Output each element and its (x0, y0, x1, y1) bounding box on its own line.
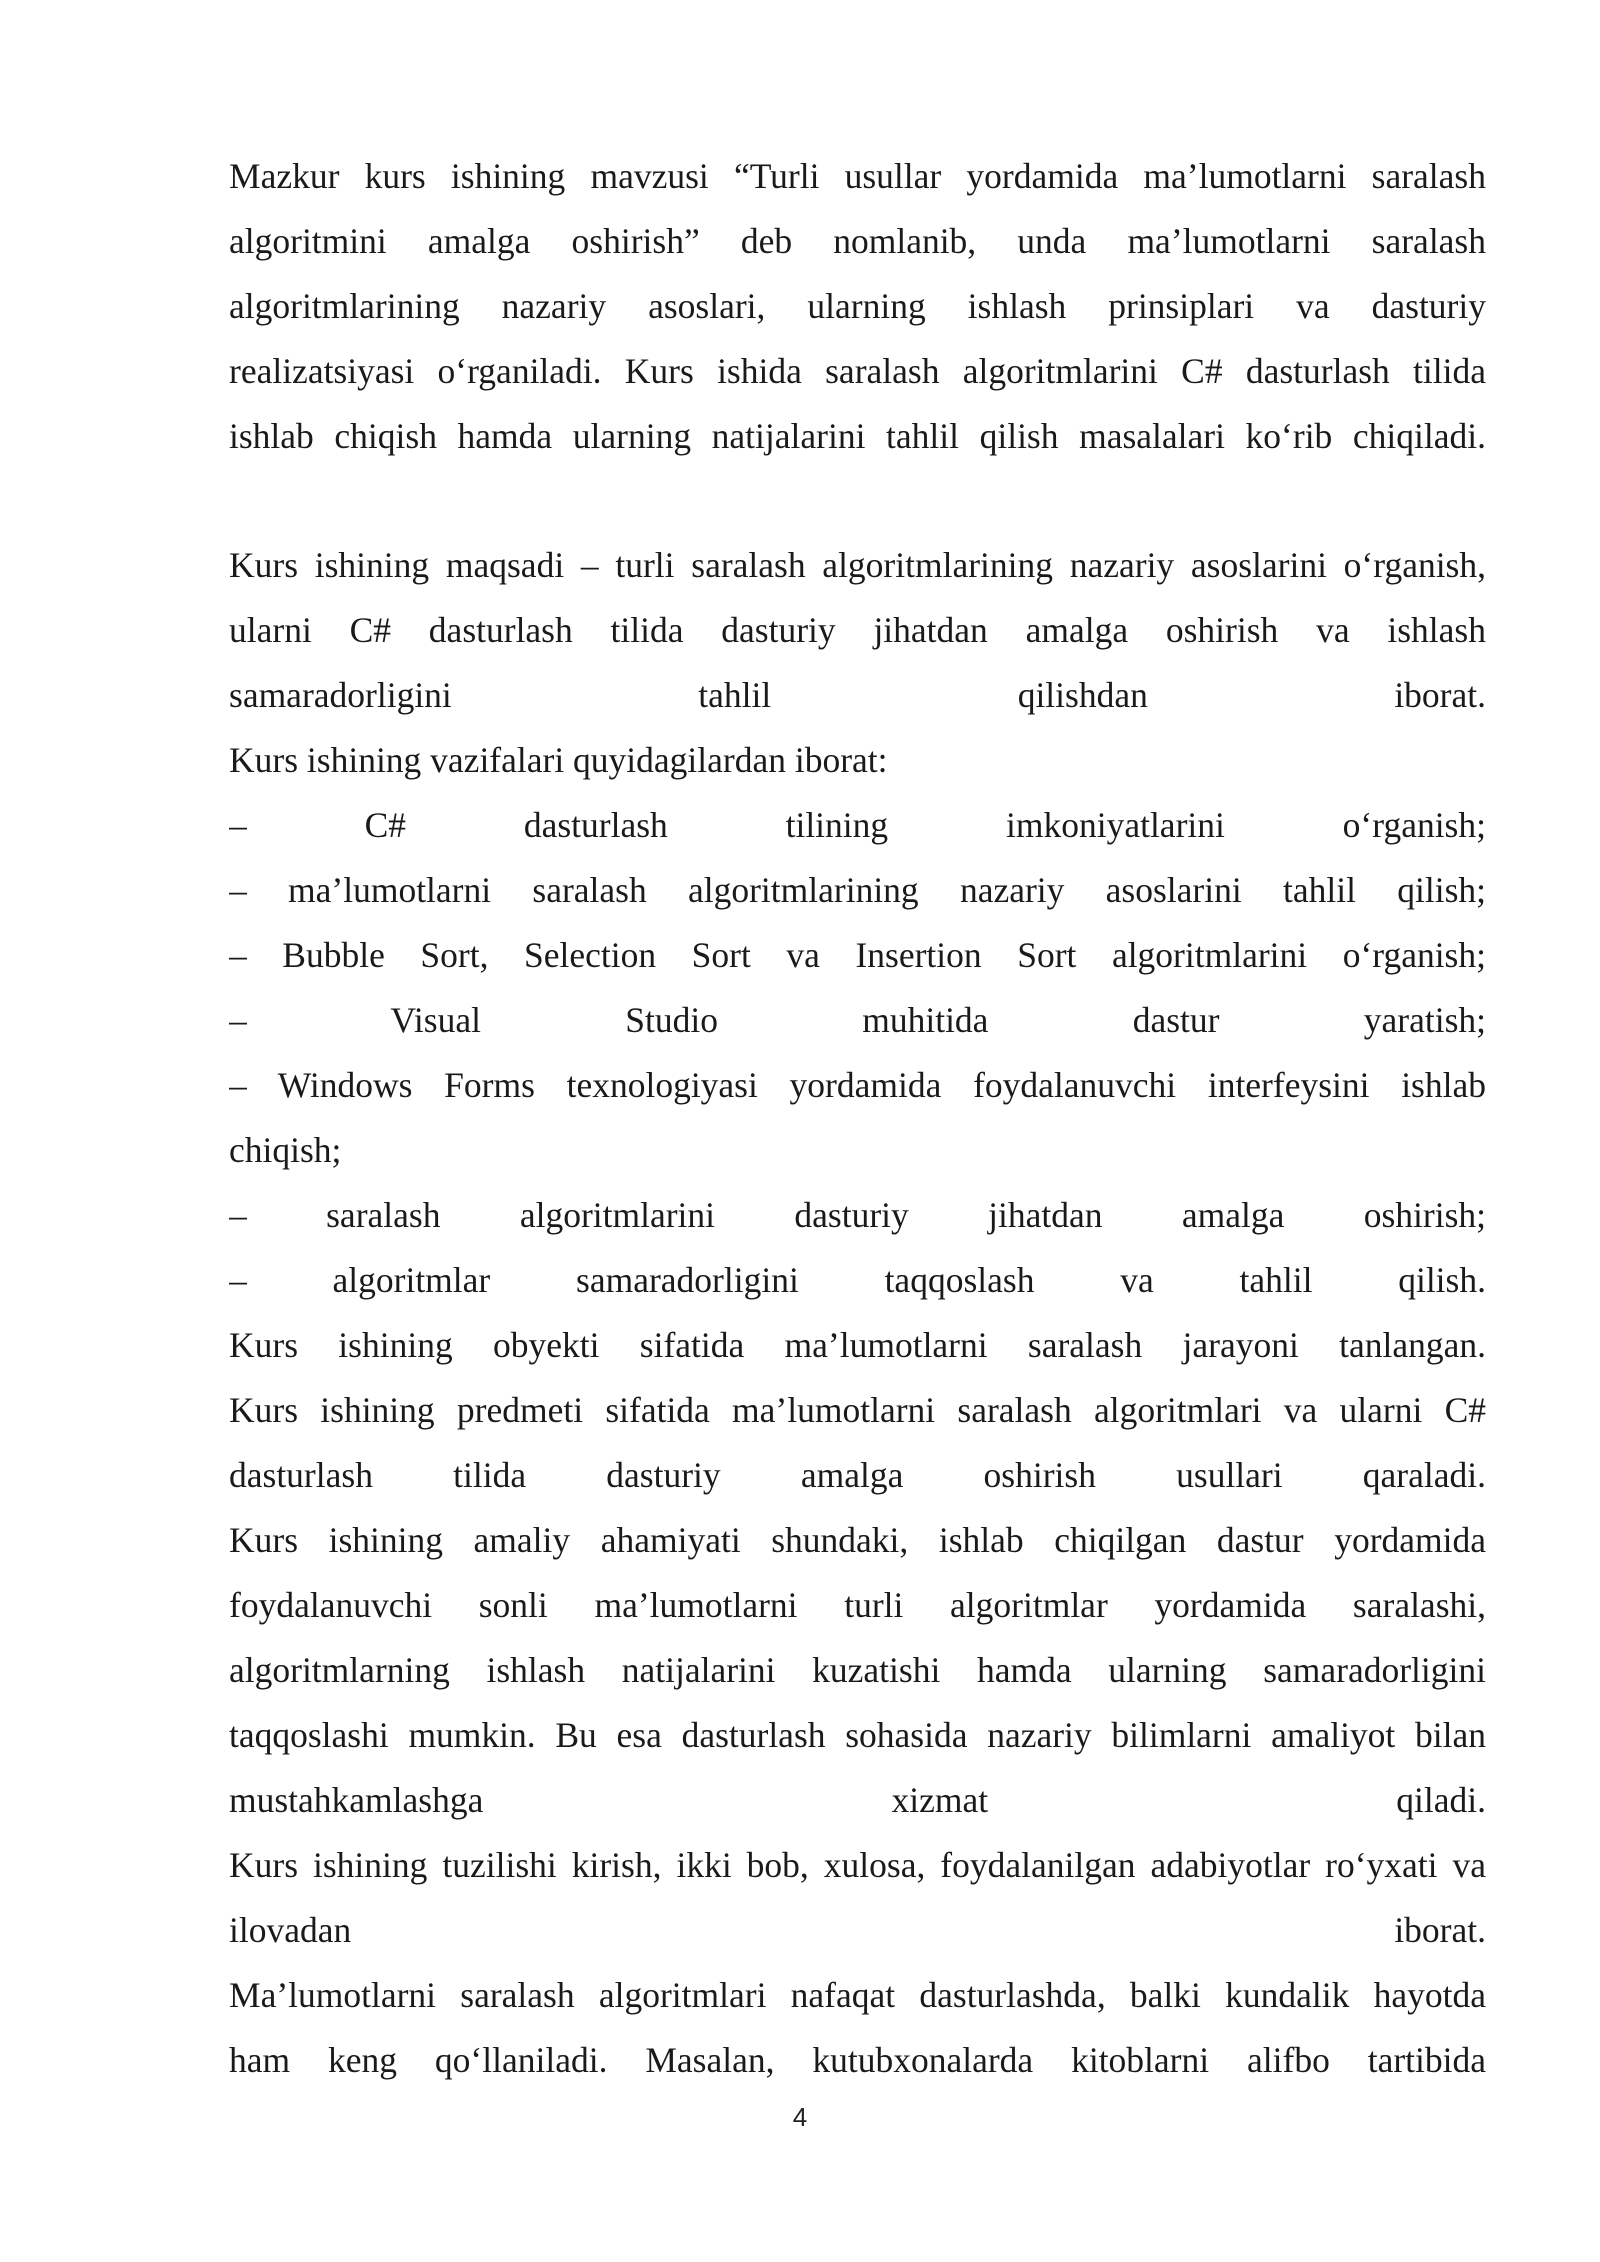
text-line: Mazkur kurs ishining mavzusi “Turli usullar yordamida ma’lumotlarni saralash (229, 156, 1486, 196)
body-text (229, 144, 1486, 2093)
text-line: samaradorligini tahlil qilishdan iborat. (229, 675, 1486, 715)
text-line: – Visual Studio muhitida dastur yaratish; (229, 1000, 1486, 1040)
text-line: ishlab chiqish hamda ularning natijalarini tahlil qilish masalalari koʻrib chiqiladi. (229, 416, 1486, 456)
text-line: taqqoslashi mumkin. Bu esa dasturlash sohasida nazariy bilimlarni amaliyot bilan (229, 1715, 1486, 1755)
text-line: Kurs ishining obyekti sifatida ma’lumotlarni saralash jarayoni tanlangan. (229, 1325, 1486, 1365)
text-line: – C# dasturlash tilining imkoniyatlarini oʻrganish; (229, 805, 1486, 845)
text-line: algoritmlarining nazariy asoslari, ularning ishlash prinsiplari va dasturiy (229, 286, 1486, 326)
text-line: Kurs ishining predmeti sifatida ma’lumotlarni saralash algoritmlari va ularni C# (229, 1390, 1486, 1430)
text-line: mustahkamlashga xizmat qiladi. (229, 1780, 1486, 1820)
text-line: Ma’lumotlarni saralash algoritmlari nafaqat dasturlashda, balki kundalik hayotda (229, 1975, 1486, 2015)
text-line: Kurs ishining amaliy ahamiyati shundaki, ishlab chiqilgan dastur yordamida (229, 1520, 1486, 1560)
text-line: Kurs ishining maqsadi – turli saralash algoritmlarining nazariy asoslarini oʻrganish, (229, 545, 1486, 585)
text-line: chiqish; (229, 1130, 342, 1170)
text-line: ularni C# dasturlash tilida dasturiy jihatdan amalga oshirish va ishlash (229, 610, 1486, 650)
page-number: 4 (792, 2102, 808, 2132)
text-line: – Bubble Sort, Selection Sort va Insertion Sort algoritmlarini oʻrganish; (229, 935, 1486, 975)
paragraph-gap (229, 469, 1486, 533)
text-line: realizatsiyasi oʻrganiladi. Kurs ishida saralash algoritmlarini C# dasturlash tilida (229, 351, 1486, 391)
text-line: Kurs ishining tuzilishi kirish, ikki bob, xulosa, foydalanilgan adabiyotlar roʻyxati va (229, 1845, 1486, 1885)
text-line: foydalanuvchi sonli ma’lumotlarni turli algoritmlar yordamida saralashi, (229, 1585, 1486, 1625)
text-line: Kurs ishining vazifalari quyidagilardan iborat: (229, 740, 888, 780)
text-line: dasturlash tilida dasturiy amalga oshirish usullari qaraladi. (229, 1455, 1486, 1495)
text-line: – Windows Forms texnologiyasi yordamida foydalanuvchi interfeysini ishlab (229, 1065, 1486, 1105)
text-line: – saralash algoritmlarini dasturiy jihatdan amalga oshirish; (229, 1195, 1486, 1235)
text-line: ham keng qoʻllaniladi. Masalan, kutubxonalarda kitoblarni alifbo tartibida (229, 2040, 1486, 2080)
text-line: – algoritmlar samaradorligini taqqoslash va tahlil qilish. (229, 1260, 1486, 1300)
text-line: algoritmlarning ishlash natijalarini kuzatishi hamda ularning samaradorligini (229, 1650, 1486, 1690)
text-line: ilovadan iborat. (229, 1910, 1486, 1950)
text-line: algoritmini amalga oshirish” deb nomlanib, unda ma’lumotlarni saralash (229, 221, 1486, 261)
text-line: – ma’lumotlarni saralash algoritmlarining nazariy asoslarini tahlil qilish; (229, 870, 1486, 910)
